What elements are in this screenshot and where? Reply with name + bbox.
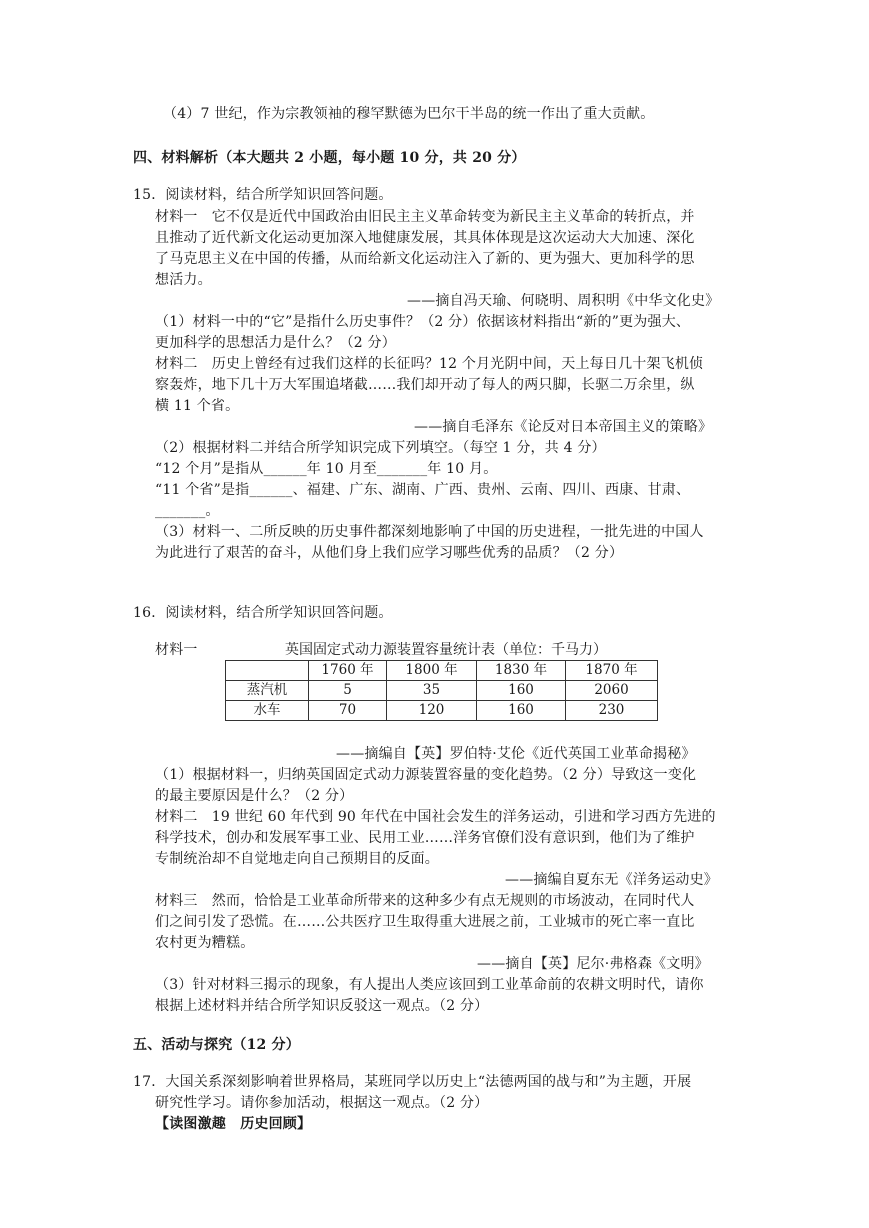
text-line: 横 11 个省。 [155,398,240,414]
text-line: 材料二 19 世纪 60 年代到 90 年代在中国社会发生的洋务运动，引进和学习西方先进的 [155,809,716,825]
text-line: 根据上述材料并结合所学知识反驳这一观点。（2 分） [155,998,489,1014]
section-heading: 四、材料解析（本大题共 2 小题，每小题 10 分，共 20 分） [133,150,526,166]
text-line: （3）针对材料三揭示的现象，有人提出人类应该回到工业革命前的农耕文明时代，请你 [155,977,704,993]
text-line: （4）7 世纪，作为宗教领袖的穆罕默德为巴尔干半岛的统一作出了重大贡献。 [163,106,655,122]
text-line: 为此进行了艰苦的奋斗，从他们身上我们应学习哪些优秀的品质？（2 分） [155,545,624,561]
table-header-cell: 1760 年 [309,661,387,681]
table-cell: 120 [387,701,477,721]
text-line: （3）材料一、二所反映的历史事件都深刻地影响了中国的历史进程，一批先进的中国人 [155,524,704,540]
table-cell: 2060 [566,681,658,701]
text-line: 农村更为糟糕。 [155,935,255,951]
text-line: 且推动了近代新文化运动更加深入地健康发展，其具体体现是这次运动大大加速、深化 [155,230,695,246]
table-cell: 5 [309,681,387,701]
table-header-cell: 1800 年 [387,661,477,681]
text-line: 们之间引发了恐慌。在……公共医疗卫生取得重大进展之前，工业城市的死亡率一直比 [155,914,695,930]
text-line: （1）材料一中的“它”是指什么历史事件？（2 分）依据该材料指出“新的”更为强大、 [155,314,691,330]
source-citation: ——摘编自夏东无《洋务运动史》 [505,872,718,888]
section-heading: 五、活动与探究（12 分） [133,1037,300,1053]
question-stem: 17．大国关系深刻影响着世界格局，某班同学以历史上“法德两国的战与和”为主题，开展 [133,1074,692,1090]
source-citation: ——摘自【英】尼尔·弗格森《文明》 [477,956,709,972]
row-label: 水车 [226,701,309,721]
text-line: 研究性学习。请你参加活动，根据这一观点。（2 分） [155,1095,489,1111]
text-line: “11 个省”是指______、福建、广东、湖南、广西、贵州、云南、四川、西康、甘肃、 [155,482,691,498]
table-header-cell [226,661,309,681]
text-line: 更加科学的思想活力是什么？（2 分） [155,335,396,351]
table-cell: 230 [566,701,658,721]
capacity-table [225,660,658,721]
text-line: 了马克思主义在中国的传播，从而给新文化运动注入了新的、更为强大、更加科学的思 [155,251,695,267]
table-cell: 160 [477,701,566,721]
material-label: 材料一 [155,642,198,658]
source-citation: ——摘自冯天瑜、何晓明、周积明《中华文化史》 [407,293,720,309]
row-label: 蒸汽机 [226,681,309,701]
table-header-row [226,661,658,681]
text-line: 科学技术，创办和发展军事工业、民用工业……洋务官僚们没有意识到，他们为了维护 [155,830,695,846]
text-line: 想活力。 [155,272,212,288]
table-row [226,701,658,721]
text-line: （2）根据材料二并结合所学知识完成下列填空。（每空 1 分，共 4 分） [155,440,606,456]
source-citation: ——摘编自【英】罗伯特·艾伦《近代英国工业革命揭秘》 [336,746,696,762]
table-header-cell: 1870 年 [566,661,658,681]
text-line: 材料二 历史上曾经有过我们这样的长征吗？12 个月光阴中间，天上每日几十架飞机侦 [155,356,704,372]
text-line: 材料一 它不仅是近代中国政治由旧民主主义革命转变为新民主主义革命的转折点，并 [155,209,695,225]
question-stem: 16．阅读材料，结合所学知识回答问题。 [133,605,393,621]
text-line: “12 个月”是指从______年 10 月至_______年 10 月。 [155,461,498,477]
table-header-cell: 1830 年 [477,661,566,681]
text-line: 察轰炸，地下几十万大军围追堵截……我们却开动了每人的两只脚，长驱二万余里，纵 [155,377,695,393]
text-line: 的最主要原因是什么？（2 分） [155,788,354,804]
source-citation: ——摘自毛泽东《论反对日本帝国主义的策略》 [414,419,713,435]
table-row [226,681,658,701]
question-stem: 15．阅读材料，结合所学知识回答问题。 [133,187,393,203]
table-cell: 160 [477,681,566,701]
subheading: 【读图激趣 历史回顾】 [155,1116,312,1132]
text-line: _______。 [155,503,220,519]
text-line: （1）根据材料一，归纳英国固定式动力源装置容量的变化趋势。（2 分）导致这一变化 [155,767,697,783]
text-line: 专制统治却不自觉地走向自己预期目的反面。 [155,851,439,867]
table-cell: 35 [387,681,477,701]
table-cell: 70 [309,701,387,721]
text-line: 材料三 然而，恰恰是工业革命所带来的这种多少有点无规则的市场波动，在同时代人 [155,893,695,909]
table-title: 英国固定式动力源装置容量统计表（单位：千马力） [285,642,607,658]
